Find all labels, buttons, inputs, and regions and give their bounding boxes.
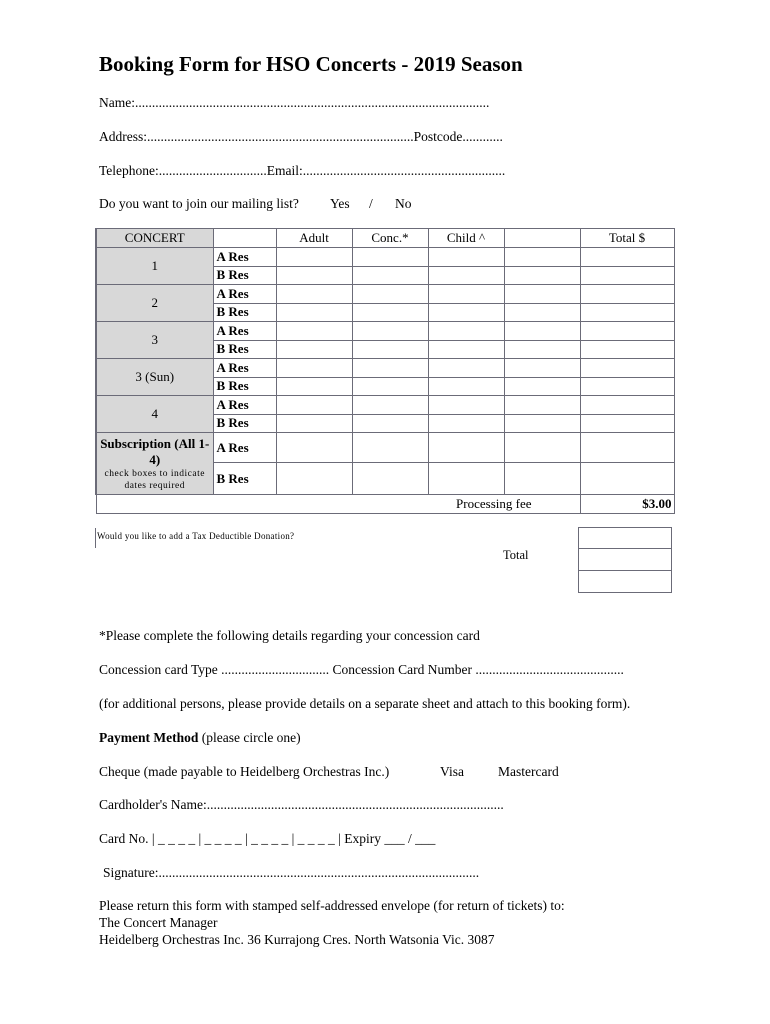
qty-cell[interactable] xyxy=(428,463,504,495)
qty-cell[interactable] xyxy=(276,359,352,378)
qty-cell[interactable] xyxy=(428,359,504,378)
table-header-row xyxy=(96,229,674,248)
qty-cell[interactable] xyxy=(276,303,352,322)
signature-field[interactable]: Signature:............................................................................................... xyxy=(103,865,480,880)
subscription-cell xyxy=(96,433,213,495)
qty-cell[interactable] xyxy=(428,414,504,433)
res-a-label: A Res xyxy=(213,433,276,463)
total-cell[interactable] xyxy=(580,396,674,415)
concession-additional-note: (for additional persons, please provide details on a separate sheet and attach to this booking form). xyxy=(99,696,631,711)
qty-cell[interactable] xyxy=(276,285,352,304)
telephone-email-field[interactable]: Telephone:................................Email:............................................................ xyxy=(99,163,506,178)
total-cell[interactable] xyxy=(580,340,674,359)
res-b-label: B Res xyxy=(213,303,276,322)
processing-fee-label: Processing fee xyxy=(96,495,580,514)
header-concert: CONCERT xyxy=(96,229,213,248)
qty-cell[interactable] xyxy=(504,396,580,415)
mailing-no-option[interactable]: No xyxy=(395,196,412,211)
qty-cell[interactable] xyxy=(428,433,504,463)
booking-table xyxy=(95,228,675,514)
processing-fee-value: $3.00 xyxy=(580,495,674,514)
donation-question: Would you like to add a Tax Deductible Donation? xyxy=(97,531,295,541)
qty-cell[interactable] xyxy=(352,414,428,433)
donation-amount-input[interactable] xyxy=(578,527,672,549)
qty-cell[interactable] xyxy=(276,322,352,341)
qty-cell[interactable] xyxy=(428,322,504,341)
card-number-field[interactable]: Card No. | _ _ _ _ | _ _ _ _ | _ _ _ _ | _ _ _ _ | Expiry ___ / ___ xyxy=(99,831,436,846)
qty-cell[interactable] xyxy=(504,248,580,267)
header-conc: Conc.* xyxy=(352,229,428,248)
res-a-label: A Res xyxy=(213,396,276,415)
res-b-label: B Res xyxy=(213,414,276,433)
qty-cell[interactable] xyxy=(352,285,428,304)
qty-cell[interactable] xyxy=(352,396,428,415)
qty-cell[interactable] xyxy=(276,463,352,495)
payment-method-hint: (please circle one) xyxy=(201,730,301,745)
qty-cell[interactable] xyxy=(504,463,580,495)
total-label: Total xyxy=(503,548,529,562)
total-cell[interactable] xyxy=(580,414,674,433)
header-child: Child ^ xyxy=(428,229,504,248)
total-cell[interactable] xyxy=(580,359,674,378)
payment-method-label: Payment Method xyxy=(99,730,199,745)
header-blank-2 xyxy=(504,229,580,248)
qty-cell[interactable] xyxy=(504,377,580,396)
qty-cell[interactable] xyxy=(428,285,504,304)
concert-1-label: 1 xyxy=(96,248,213,285)
total-cell[interactable] xyxy=(580,248,674,267)
cheque-option[interactable]: Cheque (made payable to Heidelberg Orchestras Inc.) xyxy=(99,764,390,779)
qty-cell[interactable] xyxy=(352,303,428,322)
res-a-label: A Res xyxy=(213,248,276,267)
donation-left-rule xyxy=(95,528,96,548)
qty-cell[interactable] xyxy=(276,414,352,433)
qty-cell[interactable] xyxy=(428,377,504,396)
qty-cell[interactable] xyxy=(352,322,428,341)
total-cell[interactable] xyxy=(580,303,674,322)
total-cell[interactable] xyxy=(580,322,674,341)
total-cell[interactable] xyxy=(580,266,674,285)
qty-cell[interactable] xyxy=(352,266,428,285)
qty-cell[interactable] xyxy=(504,322,580,341)
qty-cell[interactable] xyxy=(504,359,580,378)
qty-cell[interactable] xyxy=(352,248,428,267)
name-field[interactable]: Name:......................................................................................................... xyxy=(99,95,490,110)
qty-cell[interactable] xyxy=(428,396,504,415)
mastercard-option[interactable]: Mastercard xyxy=(498,764,559,779)
res-b-label: B Res xyxy=(213,340,276,359)
qty-cell[interactable] xyxy=(276,433,352,463)
concert-3-sun-label: 3 (Sun) xyxy=(96,359,213,396)
address-field[interactable]: Address:...............................................................................Postcode............ xyxy=(99,129,503,144)
concession-type-field[interactable]: Concession card Type ................................ Concession Card Number ............................................ xyxy=(99,662,624,677)
total-box[interactable] xyxy=(578,548,672,571)
total-cell[interactable] xyxy=(580,463,674,495)
qty-cell[interactable] xyxy=(504,303,580,322)
concert-2-label: 2 xyxy=(96,285,213,322)
qty-cell[interactable] xyxy=(504,433,580,463)
res-b-label: B Res xyxy=(213,266,276,285)
return-instructions: Please return this form with stamped self-addressed envelope (for return of tickets) to: xyxy=(99,898,565,913)
mailing-yes-option[interactable]: Yes xyxy=(330,196,350,211)
res-a-label: A Res xyxy=(213,285,276,304)
qty-cell[interactable] xyxy=(276,248,352,267)
qty-cell[interactable] xyxy=(352,433,428,463)
extra-box[interactable] xyxy=(578,570,672,593)
subscription-note: check boxes to indicate dates required xyxy=(104,468,205,491)
qty-cell[interactable] xyxy=(504,285,580,304)
qty-cell[interactable] xyxy=(276,340,352,359)
qty-cell[interactable] xyxy=(428,248,504,267)
visa-option[interactable]: Visa xyxy=(440,764,464,779)
mailing-separator: / xyxy=(369,196,373,211)
header-adult: Adult xyxy=(276,229,352,248)
res-b-label: B Res xyxy=(213,463,276,495)
total-cell[interactable] xyxy=(580,377,674,396)
qty-cell[interactable] xyxy=(276,377,352,396)
qty-cell[interactable] xyxy=(352,463,428,495)
concert-3-label: 3 xyxy=(96,322,213,359)
return-recipient: The Concert Manager xyxy=(99,915,218,930)
res-a-label: A Res xyxy=(213,322,276,341)
return-address: Heidelberg Orchestras Inc. 36 Kurrajong Cres. North Watsonia Vic. 3087 xyxy=(99,932,495,947)
qty-cell[interactable] xyxy=(504,266,580,285)
header-total: Total $ xyxy=(580,229,674,248)
qty-cell[interactable] xyxy=(352,340,428,359)
concession-intro: *Please complete the following details regarding your concession card xyxy=(99,628,480,643)
qty-cell[interactable] xyxy=(352,359,428,378)
qty-cell[interactable] xyxy=(352,377,428,396)
qty-cell[interactable] xyxy=(428,303,504,322)
total-cell[interactable] xyxy=(580,433,674,463)
page-title: Booking Form for HSO Concerts - 2019 Season xyxy=(99,52,523,76)
qty-cell[interactable] xyxy=(504,414,580,433)
payment-method-line xyxy=(99,730,301,746)
total-cell[interactable] xyxy=(580,285,674,304)
qty-cell[interactable] xyxy=(428,266,504,285)
header-blank xyxy=(213,229,276,248)
res-a-label: A Res xyxy=(213,359,276,378)
qty-cell[interactable] xyxy=(276,266,352,285)
concert-4-label: 4 xyxy=(96,396,213,433)
cardholder-name-field[interactable]: Cardholder's Name:........................................................................................ xyxy=(99,797,504,812)
subscription-title: Subscription (All 1-4) xyxy=(100,435,210,467)
qty-cell[interactable] xyxy=(276,396,352,415)
mailing-list-question: Do you want to join our mailing list? xyxy=(99,196,299,211)
res-b-label: B Res xyxy=(213,377,276,396)
qty-cell[interactable] xyxy=(504,340,580,359)
qty-cell[interactable] xyxy=(428,340,504,359)
